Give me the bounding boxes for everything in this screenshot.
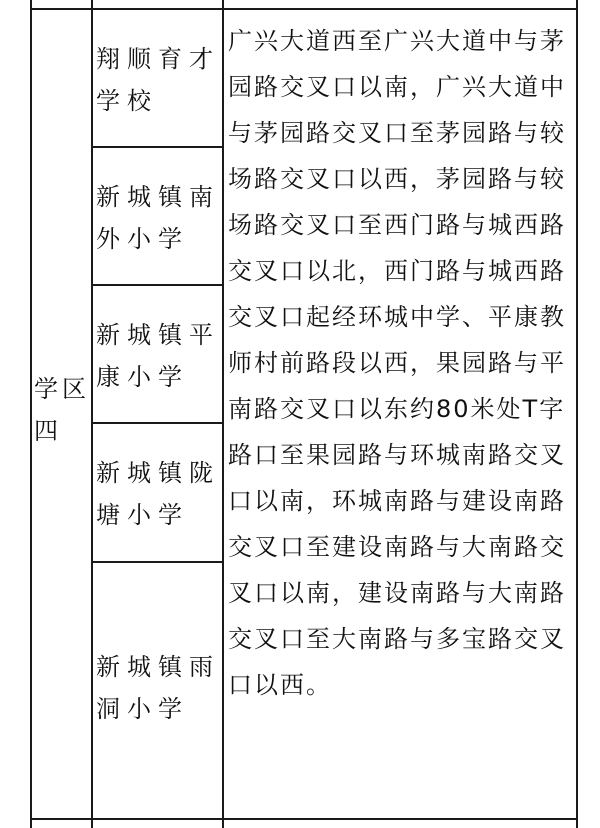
table-border-left <box>30 0 32 828</box>
table-border-bottom <box>30 818 578 820</box>
table-border-school-col <box>222 0 224 828</box>
school-row-divider-4 <box>91 561 224 563</box>
school-name: 新城镇平康小学 <box>96 321 220 391</box>
zone-scope-description: 广兴大道西至广兴大道中与茅园路交叉口以南，广兴大道中与茅园路交叉口至茅园路与较场路交叉口以西，茅园路与较场路交叉口至西门路与城西路交叉口以北，西门路与城西路交叉口起经环城中学、平康教师村前路段以西，果园路与平南路交叉口以东约80米处T字路口至果园路与环城南路交叉口以南，环城南路与建设南路交叉口至建设南路与大南路交叉口以南，建设南路与大南路交叉口至大南路与多宝路交叉口以西。 <box>228 27 566 699</box>
table-border-top <box>30 8 578 10</box>
school-name: 翔顺育才学校 <box>96 45 220 115</box>
district-label: 学区四 <box>34 375 90 445</box>
school-name: 新城镇南外小学 <box>96 183 220 253</box>
school-name: 新城镇雨洞小学 <box>96 653 220 723</box>
school-row-divider-3 <box>91 422 224 424</box>
table-border-district-col <box>91 0 93 828</box>
table-border-right <box>576 0 578 828</box>
school-row-divider-1 <box>91 146 224 148</box>
school-row-divider-2 <box>91 284 224 286</box>
school-name: 新城镇陇塘小学 <box>96 459 220 529</box>
